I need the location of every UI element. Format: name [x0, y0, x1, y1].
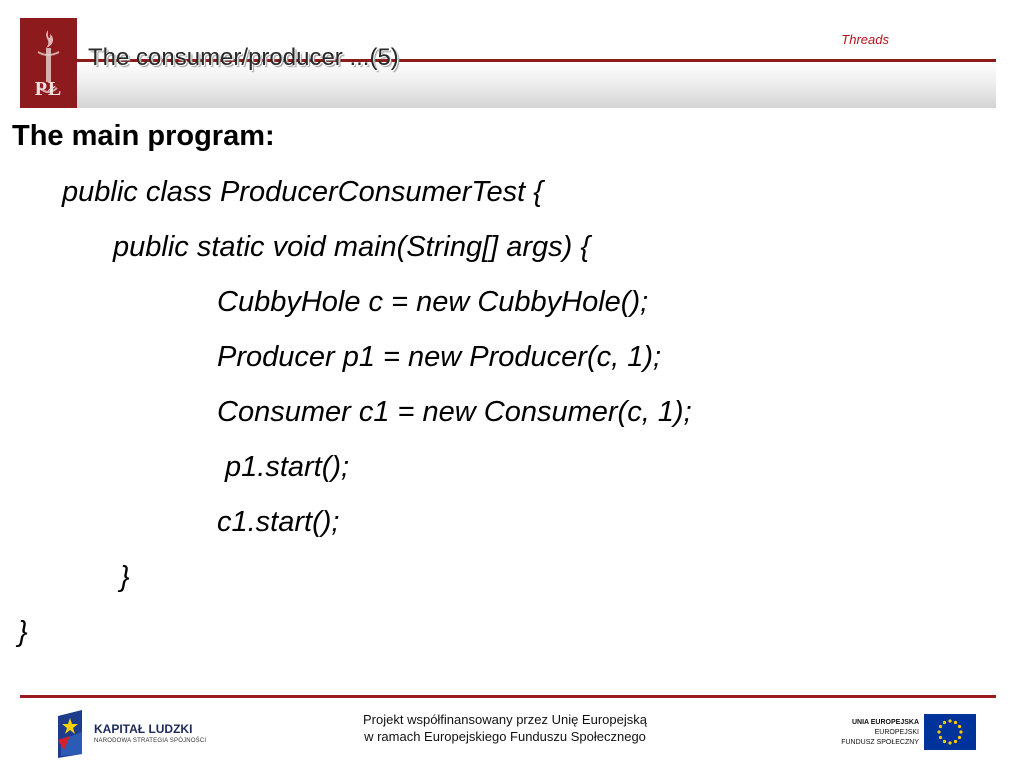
- code-line: p1.start();: [225, 451, 350, 483]
- eu-fund-label: [841, 718, 919, 748]
- funding-notice: [300, 711, 710, 745]
- university-logo: [20, 18, 77, 108]
- funding-line-2: w ramach Europejskiego Funduszu Społecznego: [364, 729, 646, 744]
- funding-line-1: Projekt współfinansowany przez Unię Europejską: [363, 712, 647, 727]
- section-label: Threads: [841, 32, 889, 47]
- code-line: public static void main(String[] args) {: [113, 231, 591, 263]
- code-line: CubbyHole c = new CubbyHole();: [217, 286, 649, 318]
- section-heading: The main program:: [12, 120, 275, 152]
- code-line: c1.start();: [217, 506, 340, 538]
- slide-title: The consumer/producer ...(5): [88, 44, 399, 71]
- code-line: Producer p1 = new Producer(c, 1);: [217, 341, 662, 373]
- eu-flag-icon: [924, 714, 976, 750]
- kapital-ludzki-subtitle: NARODOWA STRATEGIA SPÓJNOŚCI: [94, 738, 207, 744]
- code-line: public class ProducerConsumerTest {: [62, 176, 543, 208]
- eu-line-3: FUNDUSZ SPOŁECZNY: [841, 739, 919, 746]
- code-line: }: [120, 561, 130, 593]
- code-line: Consumer c1 = new Consumer(c, 1);: [217, 396, 692, 428]
- kapital-ludzki-title: KAPITAŁ LUDZKI: [94, 722, 193, 736]
- footer-rule: [20, 695, 996, 698]
- logo-letters: PŁ: [34, 78, 63, 100]
- eu-line-2: EUROPEJSKI: [874, 729, 919, 736]
- code-line: }: [18, 616, 28, 648]
- eu-line-1: UNIA EUROPEJSKA: [851, 719, 919, 726]
- kapital-ludzki-logo: [56, 710, 86, 760]
